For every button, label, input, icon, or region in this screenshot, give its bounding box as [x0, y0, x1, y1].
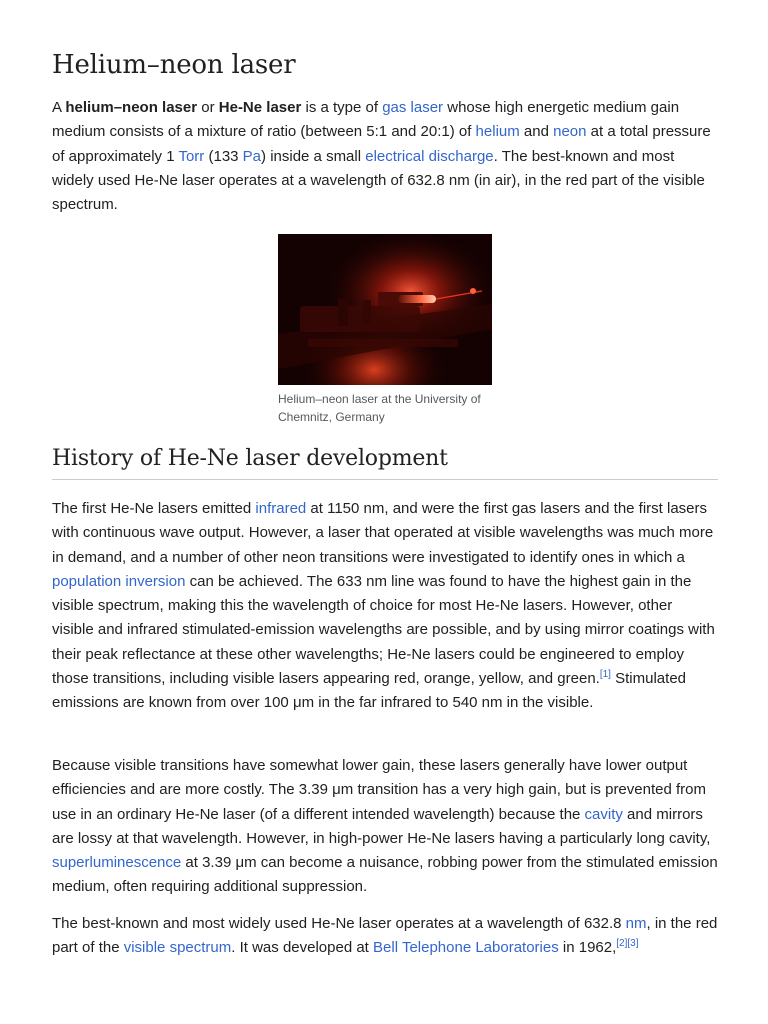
p1-text-2: at 1150 nm, and were the first gas lasers and the first lasers with continuous wave output. However, a laser that operated at visible wavelengths was much more in demand, and a number of other neon transitions were investigated to identify ones in which a — [52, 500, 714, 566]
intro-text-2: or — [197, 99, 219, 116]
p3-text-2: , in the red part of the — [52, 915, 718, 957]
intro-text-3: is a type of — [301, 99, 383, 116]
intro-text-7: (133 — [204, 147, 243, 165]
history-paragraph-3 — [52, 912, 718, 961]
history-section-header — [52, 446, 718, 480]
link-visible-spectrum[interactable]: visible spectrum — [123, 939, 232, 957]
intro-text-8: ) inside a small — [261, 147, 366, 165]
p3-text-4: in 1962, — [558, 939, 617, 957]
bold-term-helium-neon-laser: helium–neon laser — [65, 99, 198, 116]
p2-text-2: and mirrors are lossy at that wavelength. However, in high-power He-Ne lasers having a particularly long cavity, — [52, 805, 711, 847]
p2-text-1: Because visible transitions have somewhat lower gain, these lasers generally have lower output efficiencies and are more costly. The 3.39 μm transition has a very high gain, but is prevented from use in an ordinary He-Ne laser (of a different intended wavelength) because the — [52, 757, 706, 823]
link-pa[interactable]: Pa — [242, 147, 262, 165]
page-title: Helium–neon laser — [52, 50, 296, 80]
figure — [278, 234, 492, 426]
link-population-inversion[interactable]: population inversion — [52, 572, 186, 590]
link-infrared[interactable]: infrared — [255, 500, 307, 517]
p1-text-4: Stimulated emissions are known from over 100 μm in the far infrared to 540 nm in the visible. — [52, 670, 687, 712]
link-cavity[interactable]: cavity — [584, 805, 623, 823]
intro-text-4: whose high energetic medium gain medium consists of a mixture of ratio (between 5:1 and 20:1) of — [52, 99, 680, 141]
history-paragraph-1 — [52, 497, 718, 716]
reference-link-2[interactable]: [2] — [616, 938, 628, 950]
intro-text-1: A — [52, 99, 66, 116]
link-neon[interactable]: neon — [553, 123, 587, 141]
link-gas-laser[interactable]: gas laser — [382, 99, 444, 116]
section-divider — [52, 479, 718, 480]
p1-text-1: The first He-Ne lasers emitted — [52, 500, 256, 517]
p1-text-3: can be achieved. The 633 nm line was found to have the highest gain in the visible spectrum, making this the wavelength of choice for most He-Ne lasers. However, other visible and infrared stimulated-emission wavelengths are possible, and by using mirror coatings with their peak reflectance at these other wavelengths; He-Ne lasers could be engineered to employ those transitions, including visible lasers appearing red, orange, yellow, and green. — [52, 572, 715, 688]
intro-paragraph — [52, 96, 718, 217]
section-heading: History of He-Ne laser development — [52, 446, 448, 471]
link-torr[interactable]: Torr — [178, 147, 205, 165]
link-bell-telephone-laboratories[interactable]: Bell Telephone Laboratories — [373, 939, 559, 957]
p3-text-1: The best-known and most widely used He-Ne laser operates at a wavelength of 632.8 — [52, 915, 626, 932]
link-superluminescence[interactable]: superluminescence — [52, 854, 182, 872]
figure-caption: Helium–neon laser at the University of Chemnitz, Germany — [278, 392, 481, 424]
reference-link-3[interactable]: [3] — [627, 938, 639, 950]
p2-text-3: at 3.39 μm can become a nuisance, robbing power from the stimulated emission medium, often requiring additional suppression. — [52, 854, 718, 896]
p3-text-3: . It was developed at — [231, 939, 374, 957]
history-paragraph-2 — [52, 754, 718, 900]
reference-link-1[interactable]: [1] — [599, 669, 611, 681]
laser-photo[interactable] — [278, 234, 492, 385]
link-electrical-discharge[interactable]: electrical discharge — [365, 147, 494, 165]
intro-text-9: . The best-known and most widely used He-Ne laser operates at a wavelength of 632.8 nm (in air), in the red part of the visible spectrum. — [52, 147, 705, 214]
link-nm[interactable]: nm — [625, 915, 647, 932]
intro-text-5: and — [519, 123, 554, 141]
intro-text-6: at a total pressure of approximately 1 — [52, 123, 711, 165]
bold-term-he-ne-laser: He-Ne laser — [218, 99, 302, 116]
link-helium[interactable]: helium — [475, 123, 520, 141]
